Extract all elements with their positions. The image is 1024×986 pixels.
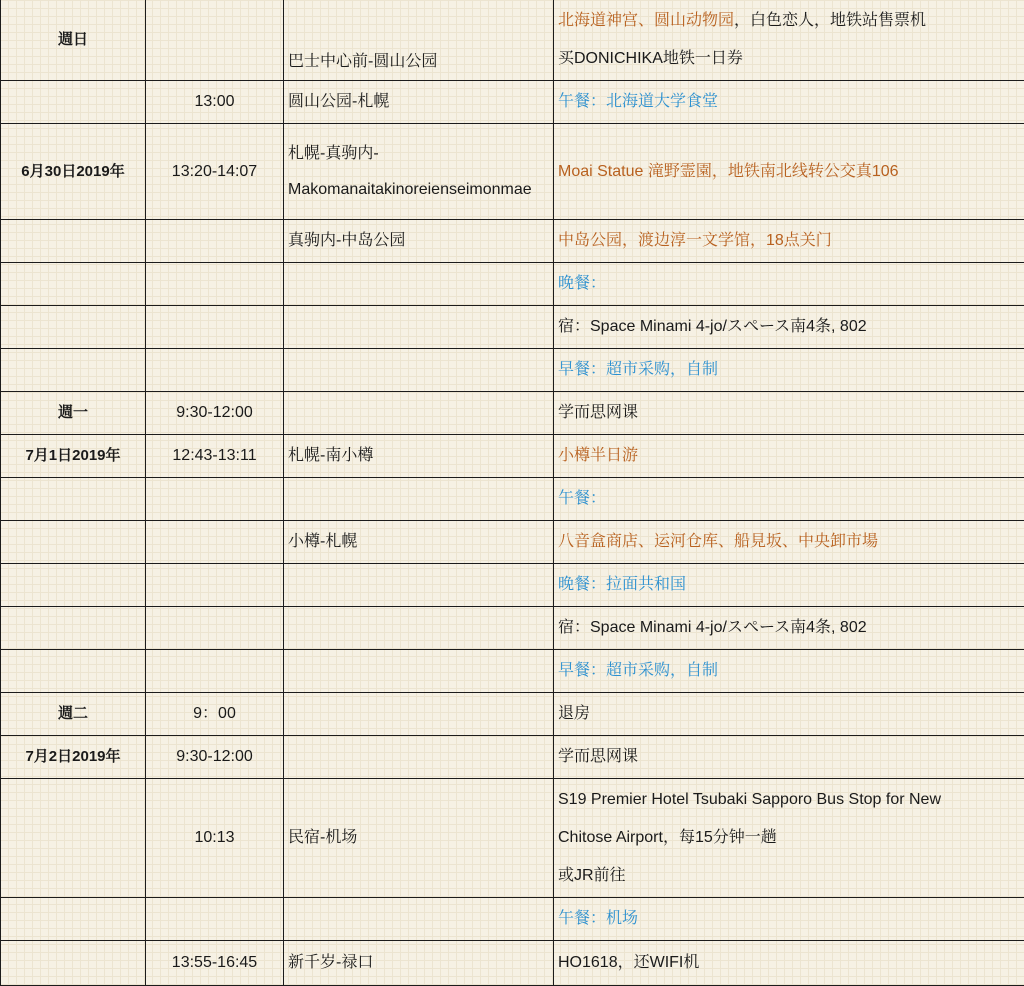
time-cell: 10:13 — [146, 779, 284, 898]
day-cell: 週一 — [1, 392, 146, 435]
note-cell — [554, 349, 1024, 392]
time-cell: 13:55-16:45 — [146, 941, 284, 986]
itinerary-row — [1, 898, 1024, 941]
itinerary-body — [1, 0, 1024, 986]
note-text: 八音盒商店、运河仓库、船見坂、中央卸市場 — [558, 533, 878, 550]
route-cell — [284, 564, 554, 607]
note-cell — [554, 435, 1024, 478]
note-cell — [554, 564, 1024, 607]
time-cell: 13:00 — [146, 81, 284, 124]
note-line — [558, 92, 1021, 112]
note-text: 午餐：机场 — [558, 910, 638, 927]
note-text: Chitose Airport，每15分钟一趟 — [558, 829, 777, 846]
note-line — [558, 403, 1021, 423]
time-cell: 9：00 — [146, 693, 284, 736]
note-line — [558, 317, 1021, 337]
note-text: 买DONICHIKA地铁一日券 — [558, 50, 743, 67]
time-cell — [146, 306, 284, 349]
note-line — [558, 532, 1021, 552]
note-text: 中岛公园，渡边淳一文学馆，18点关门 — [558, 232, 832, 249]
day-cell — [1, 898, 146, 941]
note-text: 宿：Space Minami 4-jo/スペース南4条, 802 — [558, 619, 867, 636]
route-cell — [284, 736, 554, 779]
day-cell — [1, 81, 146, 124]
itinerary-row — [1, 941, 1024, 986]
route-cell — [284, 693, 554, 736]
note-cell — [554, 693, 1024, 736]
itinerary-row — [1, 564, 1024, 607]
route-cell: 真驹内-中岛公园 — [284, 220, 554, 263]
note-text: 晚餐：拉面共和国 — [558, 576, 686, 593]
day-cell — [1, 564, 146, 607]
time-cell — [146, 607, 284, 650]
route-cell — [284, 898, 554, 941]
itinerary-row — [1, 607, 1024, 650]
note-text: 学而思网课 — [558, 404, 638, 421]
time-cell — [146, 0, 284, 81]
day-cell — [1, 220, 146, 263]
note-text: 或JR前往 — [558, 867, 626, 884]
itinerary-row — [1, 81, 1024, 124]
time-cell — [146, 478, 284, 521]
note-text: 学而思网课 — [558, 748, 638, 765]
itinerary-row — [1, 0, 1024, 81]
route-cell — [284, 124, 554, 220]
day-cell: 6月30日2019年 — [1, 124, 146, 220]
itinerary-row — [1, 693, 1024, 736]
note-line — [558, 360, 1021, 380]
itinerary-row — [1, 736, 1024, 779]
note-line — [558, 231, 1021, 251]
day-cell — [1, 607, 146, 650]
itinerary-row — [1, 650, 1024, 693]
day-cell — [1, 478, 146, 521]
itinerary-row — [1, 263, 1024, 306]
note-cell — [554, 779, 1024, 898]
note-line — [558, 2, 1021, 40]
itinerary-row — [1, 349, 1024, 392]
note-text: ，白色恋人，地铁站售票机 — [734, 12, 926, 29]
route-cell: 巴士中心前-圆山公园 — [284, 0, 554, 81]
day-cell — [1, 349, 146, 392]
time-cell — [146, 650, 284, 693]
day-cell — [1, 521, 146, 564]
time-cell: 9:30-12:00 — [146, 736, 284, 779]
note-line — [558, 857, 1021, 895]
note-cell — [554, 124, 1024, 220]
note-text: S19 Premier Hotel Tsubaki Sapporo Bus Stop for New — [558, 791, 941, 808]
note-line — [558, 618, 1021, 638]
itinerary-row — [1, 124, 1024, 220]
note-line — [558, 819, 1021, 857]
route-cell: 札幌-南小樽 — [284, 435, 554, 478]
route-cell — [284, 650, 554, 693]
day-cell — [1, 306, 146, 349]
itinerary-row — [1, 220, 1024, 263]
note-cell — [554, 941, 1024, 986]
day-cell: 7月2日2019年 — [1, 736, 146, 779]
note-line — [558, 953, 1021, 973]
note-text: 早餐：超市采购，自制 — [558, 361, 718, 378]
note-cell — [554, 607, 1024, 650]
note-text: 小樽半日游 — [558, 447, 638, 464]
route-cell — [284, 306, 554, 349]
route-cell — [284, 478, 554, 521]
day-cell — [1, 779, 146, 898]
day-cell: 週二 — [1, 693, 146, 736]
route-line: 札幌-真驹内- — [288, 136, 549, 172]
route-cell — [284, 607, 554, 650]
route-cell — [284, 263, 554, 306]
note-line — [558, 575, 1021, 595]
itinerary-row — [1, 435, 1024, 478]
note-line — [558, 747, 1021, 767]
route-cell: 圆山公园-札幌 — [284, 81, 554, 124]
note-cell — [554, 0, 1024, 81]
note-line — [558, 661, 1021, 681]
route-cell: 小樽-札幌 — [284, 521, 554, 564]
itinerary-row — [1, 779, 1024, 898]
time-cell: 9:30-12:00 — [146, 392, 284, 435]
time-cell — [146, 220, 284, 263]
note-text: 退房 — [558, 705, 590, 722]
route-cell: 新千岁-禄口 — [284, 941, 554, 986]
note-line — [558, 446, 1021, 466]
note-text: Moai Statue 滝野霊園，地铁南北线转公交真106 — [558, 163, 899, 180]
note-cell — [554, 81, 1024, 124]
time-cell — [146, 263, 284, 306]
note-line — [558, 909, 1021, 929]
route-cell: 民宿-机场 — [284, 779, 554, 898]
route-cell — [284, 349, 554, 392]
note-text: 午餐： — [558, 490, 606, 507]
day-cell — [1, 650, 146, 693]
note-text: 北海道神宫、圆山动物园 — [558, 12, 734, 29]
note-text: 晚餐： — [558, 275, 606, 292]
note-cell — [554, 898, 1024, 941]
note-line — [558, 781, 1021, 819]
note-cell — [554, 392, 1024, 435]
note-cell — [554, 263, 1024, 306]
itinerary-row — [1, 521, 1024, 564]
note-line — [558, 40, 1021, 78]
time-cell: 12:43-13:11 — [146, 435, 284, 478]
note-text: HO1618，还WIFI机 — [558, 954, 699, 971]
time-cell — [146, 898, 284, 941]
time-cell — [146, 349, 284, 392]
note-line — [558, 704, 1021, 724]
note-cell — [554, 478, 1024, 521]
note-line — [558, 274, 1021, 294]
route-cell — [284, 392, 554, 435]
note-line — [558, 162, 1021, 182]
itinerary-row — [1, 392, 1024, 435]
itinerary-row — [1, 478, 1024, 521]
time-cell — [146, 521, 284, 564]
note-cell — [554, 650, 1024, 693]
day-cell — [1, 263, 146, 306]
note-line — [558, 489, 1021, 509]
note-cell — [554, 306, 1024, 349]
time-cell — [146, 564, 284, 607]
note-text: 早餐：超市采购，自制 — [558, 662, 718, 679]
note-text: 宿：Space Minami 4-jo/スペース南4条, 802 — [558, 318, 867, 335]
note-cell — [554, 736, 1024, 779]
day-cell — [1, 941, 146, 986]
day-cell: 7月1日2019年 — [1, 435, 146, 478]
itinerary-row — [1, 306, 1024, 349]
time-cell: 13:20-14:07 — [146, 124, 284, 220]
day-cell: 週日 — [1, 0, 146, 81]
route-line: Makomanaitakinoreienseimonmae — [288, 172, 549, 208]
note-cell — [554, 521, 1024, 564]
note-cell — [554, 220, 1024, 263]
note-text: 午餐：北海道大学食堂 — [558, 93, 718, 110]
